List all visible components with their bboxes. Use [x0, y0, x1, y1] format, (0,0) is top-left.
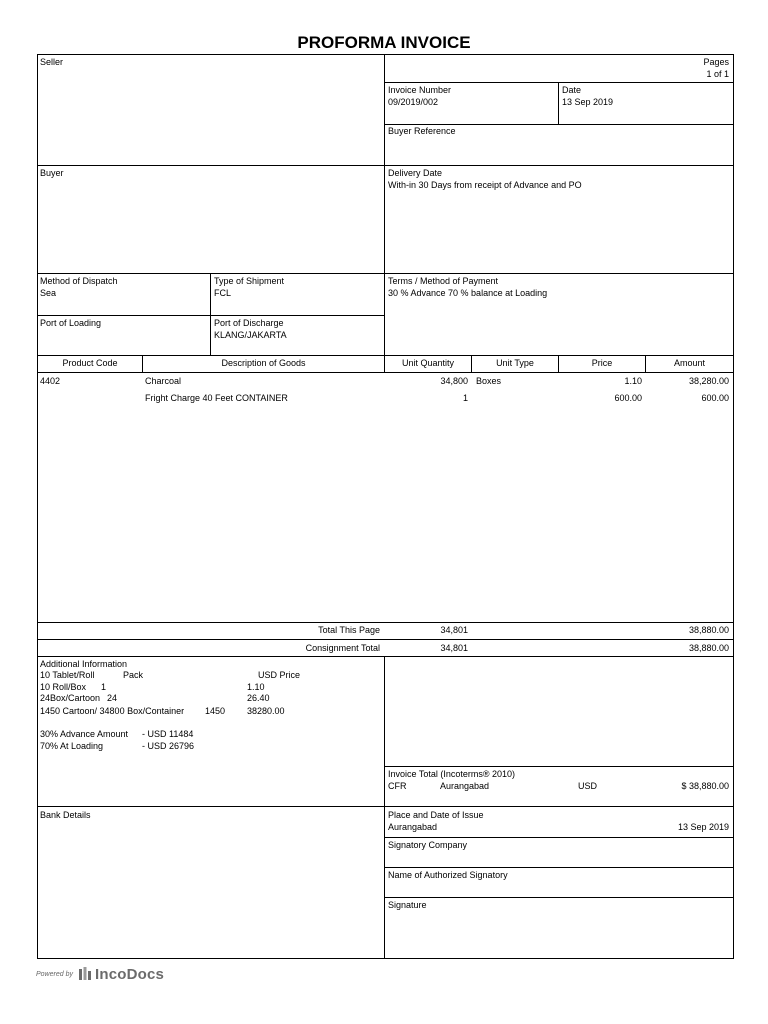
consignment-total-quantity: 34,801: [440, 643, 468, 653]
row-description: Fright Charge 40 Feet CONTAINER: [145, 393, 288, 403]
incoterm-value: CFR: [388, 781, 407, 791]
powered-by-text: Powered by: [36, 970, 73, 978]
bank-details-label: Bank Details: [40, 810, 91, 820]
invoice-total-amount: $ 38,880.00: [681, 781, 729, 791]
info-line-item: Pack: [123, 670, 144, 680]
header-product-code: Product Code: [62, 358, 118, 368]
row-product-code: 4402: [40, 376, 61, 386]
total-this-page-label: Total This Page: [318, 625, 380, 635]
buyer-reference-label: Buyer Reference: [388, 126, 456, 136]
row-description: Charcoal: [145, 376, 182, 386]
port-of-loading-label: Port of Loading: [40, 318, 102, 328]
info-line-item: 1: [101, 682, 107, 692]
incoterm-place: Aurangabad: [440, 781, 490, 791]
row-amount: 600.00: [701, 393, 729, 403]
authorized-signatory-label: Name of Authorized Signatory: [388, 870, 508, 880]
pages-value: 1 of 1: [706, 69, 729, 79]
delivery-date-value: With-in 30 Days from receipt of Advance and PO: [388, 180, 582, 190]
method-of-dispatch-value: Sea: [40, 288, 57, 298]
info-line-item: 1450 Cartoon/ 34800 Box/Container: [40, 706, 185, 716]
row-price: 1.10: [624, 376, 642, 386]
at-loading-label: 70% At Loading: [40, 741, 104, 751]
info-line-item: 24Box/Cartoon: [40, 693, 101, 703]
row-price: 600.00: [614, 393, 642, 403]
info-line-item: USD Price: [258, 670, 301, 680]
advance-amount-value: - USD 11484: [142, 729, 194, 739]
row-quantity: 34,800: [440, 376, 468, 386]
header-description: Description of Goods: [221, 358, 306, 368]
info-line-item: 24: [107, 693, 118, 703]
info-line-item: 38280.00: [247, 706, 285, 716]
info-line-item: 1.10: [247, 682, 265, 692]
place-date-issue-label: Place and Date of Issue: [388, 810, 484, 820]
place-of-issue-value: Aurangabad: [388, 822, 438, 832]
buyer-label: Buyer: [40, 168, 64, 178]
at-loading-value: - USD 26796: [142, 741, 195, 751]
row-quantity: 1: [462, 393, 468, 403]
info-line-item: 26.40: [247, 693, 270, 703]
invoice-currency: USD: [578, 781, 598, 791]
invoice-number-label: Invoice Number: [388, 85, 452, 95]
brand-name: IncoDocs: [94, 965, 165, 983]
delivery-date-label: Delivery Date: [388, 168, 443, 178]
terms-of-payment-label: Terms / Method of Payment: [388, 276, 499, 286]
additional-info-label: Additional Information: [40, 659, 128, 669]
invoice-total-label: Invoice Total (Incoterms® 2010): [388, 769, 516, 779]
date-label: Date: [562, 85, 582, 95]
consignment-total-label: Consignment Total: [305, 643, 380, 653]
signatory-company-label: Signatory Company: [388, 840, 468, 850]
date-of-issue-value: 13 Sep 2019: [677, 822, 729, 832]
header-unit-quantity: Unit Quantity: [401, 358, 455, 368]
info-line-item: 1450: [205, 706, 226, 716]
advance-amount-label: 30% Advance Amount: [40, 729, 129, 739]
incodocs-logo-icon: [77, 966, 93, 982]
total-this-page-amount: 38,880.00: [688, 625, 729, 635]
method-of-dispatch-label: Method of Dispatch: [40, 276, 118, 286]
pages-label: Pages: [703, 57, 729, 67]
port-of-discharge-value: KLANG/JAKARTA: [214, 330, 287, 340]
seller-label: Seller: [40, 57, 64, 67]
info-line-item: 10 Roll/Box: [40, 682, 87, 692]
incodocs-logo: [36, 964, 164, 984]
document-title: PROFORMA INVOICE: [297, 33, 471, 52]
consignment-total-amount: 38,880.00: [688, 643, 729, 653]
row-unit-type: Boxes: [476, 376, 502, 386]
header-price: Price: [591, 358, 613, 368]
info-line-item: 10 Tablet/Roll: [40, 670, 95, 680]
header-unit-type: Unit Type: [496, 358, 534, 368]
invoice-number-value: 09/2019/002: [388, 97, 439, 107]
port-of-discharge-label: Port of Discharge: [214, 318, 284, 328]
total-this-page-quantity: 34,801: [440, 625, 468, 635]
date-value: 13 Sep 2019: [562, 97, 614, 107]
terms-of-payment-value: 30 % Advance 70 % balance at Loading: [388, 288, 548, 298]
header-amount: Amount: [673, 358, 706, 368]
type-of-shipment-label: Type of Shipment: [214, 276, 285, 286]
row-amount: 38,280.00: [688, 376, 729, 386]
signature-label: Signature: [388, 900, 427, 910]
type-of-shipment-value: FCL: [214, 288, 232, 298]
